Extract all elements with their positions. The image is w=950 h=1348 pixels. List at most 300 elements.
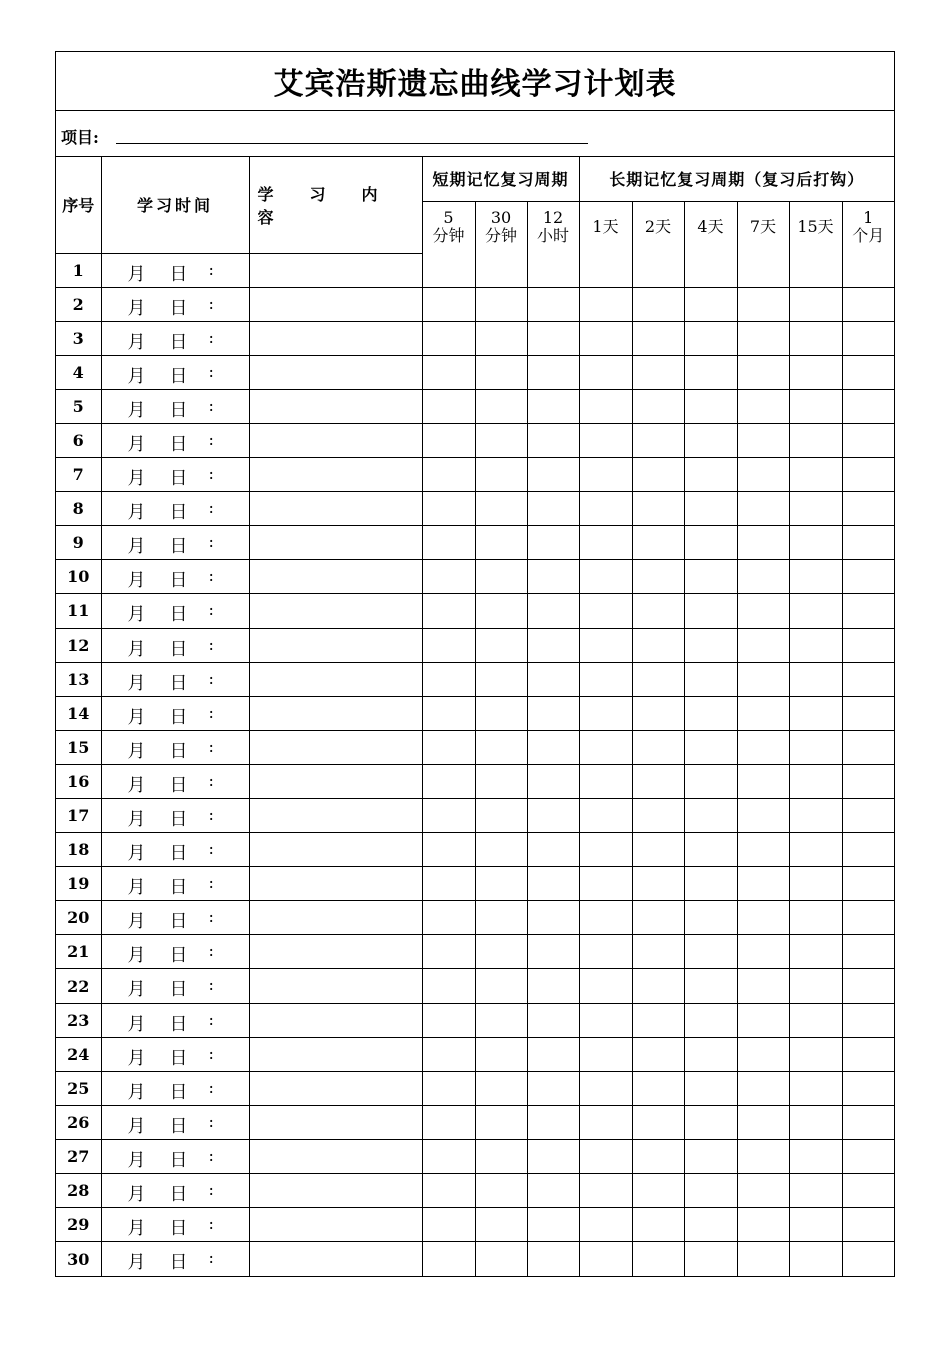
long-review-checkbox-cell[interactable]	[632, 1242, 684, 1276]
short-review-checkbox-cell[interactable]	[475, 867, 527, 901]
short-review-checkbox-cell[interactable]	[527, 628, 579, 662]
short-review-checkbox-cell[interactable]	[422, 492, 475, 526]
long-review-checkbox-cell[interactable]	[789, 764, 842, 798]
short-review-checkbox-cell[interactable]	[527, 526, 579, 560]
short-review-checkbox-cell[interactable]	[475, 1208, 527, 1242]
short-review-checkbox-cell[interactable]	[422, 730, 475, 764]
long-review-checkbox-cell[interactable]	[737, 1105, 789, 1139]
long-review-checkbox-cell[interactable]	[789, 1071, 842, 1105]
study-content-cell[interactable]	[249, 492, 422, 526]
long-review-checkbox-cell[interactable]	[684, 423, 737, 457]
study-content-cell[interactable]	[249, 389, 422, 423]
short-review-checkbox-cell[interactable]	[527, 1242, 579, 1276]
long-review-checkbox-cell[interactable]	[579, 1242, 632, 1276]
long-review-checkbox-cell[interactable]	[684, 1208, 737, 1242]
long-review-checkbox-cell[interactable]	[789, 1242, 842, 1276]
long-review-checkbox-cell[interactable]	[789, 253, 842, 287]
short-review-checkbox-cell[interactable]	[527, 696, 579, 730]
long-review-checkbox-cell[interactable]	[684, 730, 737, 764]
long-review-checkbox-cell[interactable]	[684, 1071, 737, 1105]
long-review-checkbox-cell[interactable]	[737, 696, 789, 730]
long-review-checkbox-cell[interactable]	[789, 321, 842, 355]
long-review-checkbox-cell[interactable]	[579, 423, 632, 457]
long-review-checkbox-cell[interactable]	[737, 389, 789, 423]
study-time-cell[interactable]	[101, 389, 249, 423]
short-review-checkbox-cell[interactable]	[475, 1139, 527, 1173]
long-review-checkbox-cell[interactable]	[842, 867, 894, 901]
study-content-cell[interactable]	[249, 1139, 422, 1173]
study-time-cell[interactable]	[101, 1139, 249, 1173]
short-review-checkbox-cell[interactable]	[527, 901, 579, 935]
long-review-checkbox-cell[interactable]	[789, 287, 842, 321]
study-content-cell[interactable]	[249, 321, 422, 355]
short-review-checkbox-cell[interactable]	[475, 526, 527, 560]
short-review-checkbox-cell[interactable]	[422, 901, 475, 935]
short-review-checkbox-cell[interactable]	[422, 764, 475, 798]
short-review-checkbox-cell[interactable]	[422, 1105, 475, 1139]
short-review-checkbox-cell[interactable]	[475, 1242, 527, 1276]
study-time-cell[interactable]	[101, 1071, 249, 1105]
long-review-checkbox-cell[interactable]	[684, 1242, 737, 1276]
long-review-checkbox-cell[interactable]	[789, 458, 842, 492]
study-time-cell[interactable]	[101, 526, 249, 560]
short-review-checkbox-cell[interactable]	[422, 1139, 475, 1173]
long-review-checkbox-cell[interactable]	[789, 867, 842, 901]
long-review-checkbox-cell[interactable]	[842, 287, 894, 321]
long-review-checkbox-cell[interactable]	[842, 1174, 894, 1208]
long-review-checkbox-cell[interactable]	[789, 628, 842, 662]
short-review-checkbox-cell[interactable]	[475, 1071, 527, 1105]
long-review-checkbox-cell[interactable]	[579, 764, 632, 798]
long-review-checkbox-cell[interactable]	[684, 492, 737, 526]
study-content-cell[interactable]	[249, 287, 422, 321]
short-review-checkbox-cell[interactable]	[422, 628, 475, 662]
short-review-checkbox-cell[interactable]	[527, 867, 579, 901]
long-review-checkbox-cell[interactable]	[737, 1139, 789, 1173]
short-review-checkbox-cell[interactable]	[527, 730, 579, 764]
study-time-cell[interactable]	[101, 1003, 249, 1037]
short-review-checkbox-cell[interactable]	[422, 1003, 475, 1037]
short-review-checkbox-cell[interactable]	[527, 1105, 579, 1139]
short-review-checkbox-cell[interactable]	[527, 389, 579, 423]
long-review-checkbox-cell[interactable]	[789, 901, 842, 935]
short-review-checkbox-cell[interactable]	[527, 1003, 579, 1037]
long-review-checkbox-cell[interactable]	[632, 458, 684, 492]
long-review-checkbox-cell[interactable]	[684, 253, 737, 287]
long-review-checkbox-cell[interactable]	[632, 423, 684, 457]
study-content-cell[interactable]	[249, 594, 422, 628]
long-review-checkbox-cell[interactable]	[842, 764, 894, 798]
short-review-checkbox-cell[interactable]	[527, 969, 579, 1003]
long-review-checkbox-cell[interactable]	[632, 1139, 684, 1173]
long-review-checkbox-cell[interactable]	[737, 1037, 789, 1071]
short-review-checkbox-cell[interactable]	[527, 492, 579, 526]
long-review-checkbox-cell[interactable]	[737, 662, 789, 696]
long-review-checkbox-cell[interactable]	[789, 1105, 842, 1139]
long-review-checkbox-cell[interactable]	[789, 730, 842, 764]
long-review-checkbox-cell[interactable]	[842, 730, 894, 764]
study-time-cell[interactable]	[101, 833, 249, 867]
long-review-checkbox-cell[interactable]	[579, 526, 632, 560]
short-review-checkbox-cell[interactable]	[475, 628, 527, 662]
study-time-cell[interactable]	[101, 628, 249, 662]
study-time-cell[interactable]	[101, 1037, 249, 1071]
long-review-checkbox-cell[interactable]	[842, 1003, 894, 1037]
long-review-checkbox-cell[interactable]	[789, 833, 842, 867]
long-review-checkbox-cell[interactable]	[842, 1037, 894, 1071]
short-review-checkbox-cell[interactable]	[475, 764, 527, 798]
study-content-cell[interactable]	[249, 901, 422, 935]
long-review-checkbox-cell[interactable]	[684, 389, 737, 423]
short-review-checkbox-cell[interactable]	[475, 833, 527, 867]
short-review-checkbox-cell[interactable]	[475, 1003, 527, 1037]
long-review-checkbox-cell[interactable]	[789, 1208, 842, 1242]
long-review-checkbox-cell[interactable]	[632, 492, 684, 526]
study-content-cell[interactable]	[249, 969, 422, 1003]
long-review-checkbox-cell[interactable]	[789, 696, 842, 730]
long-review-checkbox-cell[interactable]	[684, 833, 737, 867]
long-review-checkbox-cell[interactable]	[842, 628, 894, 662]
study-content-cell[interactable]	[249, 764, 422, 798]
long-review-checkbox-cell[interactable]	[737, 935, 789, 969]
short-review-checkbox-cell[interactable]	[527, 662, 579, 696]
long-review-checkbox-cell[interactable]	[579, 1139, 632, 1173]
long-review-checkbox-cell[interactable]	[632, 764, 684, 798]
long-review-checkbox-cell[interactable]	[632, 1105, 684, 1139]
short-review-checkbox-cell[interactable]	[475, 389, 527, 423]
long-review-checkbox-cell[interactable]	[737, 423, 789, 457]
long-review-checkbox-cell[interactable]	[684, 594, 737, 628]
short-review-checkbox-cell[interactable]	[422, 1242, 475, 1276]
long-review-checkbox-cell[interactable]	[737, 764, 789, 798]
project-input-line[interactable]	[116, 143, 588, 144]
short-review-checkbox-cell[interactable]	[475, 969, 527, 1003]
study-time-cell[interactable]	[101, 1174, 249, 1208]
long-review-checkbox-cell[interactable]	[684, 458, 737, 492]
long-review-checkbox-cell[interactable]	[842, 799, 894, 833]
short-review-checkbox-cell[interactable]	[475, 1105, 527, 1139]
long-review-checkbox-cell[interactable]	[842, 1208, 894, 1242]
long-review-checkbox-cell[interactable]	[632, 935, 684, 969]
long-review-checkbox-cell[interactable]	[737, 560, 789, 594]
study-time-cell[interactable]	[101, 935, 249, 969]
long-review-checkbox-cell[interactable]	[684, 1003, 737, 1037]
short-review-checkbox-cell[interactable]	[422, 696, 475, 730]
long-review-checkbox-cell[interactable]	[737, 1071, 789, 1105]
long-review-checkbox-cell[interactable]	[842, 594, 894, 628]
long-review-checkbox-cell[interactable]	[579, 492, 632, 526]
long-review-checkbox-cell[interactable]	[632, 253, 684, 287]
short-review-checkbox-cell[interactable]	[527, 1071, 579, 1105]
long-review-checkbox-cell[interactable]	[789, 1174, 842, 1208]
study-content-cell[interactable]	[249, 799, 422, 833]
long-review-checkbox-cell[interactable]	[737, 901, 789, 935]
long-review-checkbox-cell[interactable]	[737, 1208, 789, 1242]
long-review-checkbox-cell[interactable]	[632, 1208, 684, 1242]
study-content-cell[interactable]	[249, 1105, 422, 1139]
long-review-checkbox-cell[interactable]	[579, 1208, 632, 1242]
long-review-checkbox-cell[interactable]	[842, 1242, 894, 1276]
long-review-checkbox-cell[interactable]	[842, 560, 894, 594]
study-content-cell[interactable]	[249, 628, 422, 662]
study-content-cell[interactable]	[249, 1003, 422, 1037]
long-review-checkbox-cell[interactable]	[737, 628, 789, 662]
long-review-checkbox-cell[interactable]	[737, 730, 789, 764]
study-content-cell[interactable]	[249, 935, 422, 969]
study-content-cell[interactable]	[249, 662, 422, 696]
study-time-cell[interactable]	[101, 969, 249, 1003]
long-review-checkbox-cell[interactable]	[737, 287, 789, 321]
long-review-checkbox-cell[interactable]	[579, 662, 632, 696]
short-review-checkbox-cell[interactable]	[475, 696, 527, 730]
study-content-cell[interactable]	[249, 1071, 422, 1105]
long-review-checkbox-cell[interactable]	[632, 969, 684, 1003]
short-review-checkbox-cell[interactable]	[422, 423, 475, 457]
long-review-checkbox-cell[interactable]	[579, 594, 632, 628]
long-review-checkbox-cell[interactable]	[579, 287, 632, 321]
long-review-checkbox-cell[interactable]	[632, 730, 684, 764]
long-review-checkbox-cell[interactable]	[579, 833, 632, 867]
long-review-checkbox-cell[interactable]	[789, 969, 842, 1003]
short-review-checkbox-cell[interactable]	[475, 287, 527, 321]
short-review-checkbox-cell[interactable]	[422, 935, 475, 969]
short-review-checkbox-cell[interactable]	[475, 321, 527, 355]
long-review-checkbox-cell[interactable]	[737, 321, 789, 355]
long-review-checkbox-cell[interactable]	[842, 901, 894, 935]
long-review-checkbox-cell[interactable]	[579, 696, 632, 730]
study-content-cell[interactable]	[249, 1037, 422, 1071]
long-review-checkbox-cell[interactable]	[684, 287, 737, 321]
long-review-checkbox-cell[interactable]	[737, 253, 789, 287]
short-review-checkbox-cell[interactable]	[527, 458, 579, 492]
long-review-checkbox-cell[interactable]	[684, 1105, 737, 1139]
short-review-checkbox-cell[interactable]	[527, 253, 579, 287]
long-review-checkbox-cell[interactable]	[842, 1139, 894, 1173]
long-review-checkbox-cell[interactable]	[842, 423, 894, 457]
long-review-checkbox-cell[interactable]	[579, 458, 632, 492]
long-review-checkbox-cell[interactable]	[842, 696, 894, 730]
short-review-checkbox-cell[interactable]	[475, 253, 527, 287]
short-review-checkbox-cell[interactable]	[527, 799, 579, 833]
long-review-checkbox-cell[interactable]	[789, 935, 842, 969]
study-time-cell[interactable]	[101, 423, 249, 457]
short-review-checkbox-cell[interactable]	[422, 526, 475, 560]
long-review-checkbox-cell[interactable]	[737, 1003, 789, 1037]
long-review-checkbox-cell[interactable]	[632, 594, 684, 628]
short-review-checkbox-cell[interactable]	[422, 287, 475, 321]
long-review-checkbox-cell[interactable]	[579, 1071, 632, 1105]
long-review-checkbox-cell[interactable]	[737, 969, 789, 1003]
long-review-checkbox-cell[interactable]	[579, 1003, 632, 1037]
long-review-checkbox-cell[interactable]	[737, 1174, 789, 1208]
long-review-checkbox-cell[interactable]	[684, 696, 737, 730]
long-review-checkbox-cell[interactable]	[632, 799, 684, 833]
long-review-checkbox-cell[interactable]	[842, 1105, 894, 1139]
study-content-cell[interactable]	[249, 253, 422, 287]
long-review-checkbox-cell[interactable]	[842, 253, 894, 287]
study-time-cell[interactable]	[101, 901, 249, 935]
long-review-checkbox-cell[interactable]	[632, 287, 684, 321]
study-content-cell[interactable]	[249, 1174, 422, 1208]
study-content-cell[interactable]	[249, 1208, 422, 1242]
long-review-checkbox-cell[interactable]	[684, 935, 737, 969]
short-review-checkbox-cell[interactable]	[475, 1174, 527, 1208]
short-review-checkbox-cell[interactable]	[475, 662, 527, 696]
long-review-checkbox-cell[interactable]	[842, 321, 894, 355]
long-review-checkbox-cell[interactable]	[579, 355, 632, 389]
long-review-checkbox-cell[interactable]	[842, 389, 894, 423]
long-review-checkbox-cell[interactable]	[737, 1242, 789, 1276]
long-review-checkbox-cell[interactable]	[579, 1037, 632, 1071]
long-review-checkbox-cell[interactable]	[684, 901, 737, 935]
long-review-checkbox-cell[interactable]	[632, 696, 684, 730]
long-review-checkbox-cell[interactable]	[842, 969, 894, 1003]
study-time-cell[interactable]	[101, 560, 249, 594]
long-review-checkbox-cell[interactable]	[737, 594, 789, 628]
short-review-checkbox-cell[interactable]	[422, 594, 475, 628]
study-content-cell[interactable]	[249, 833, 422, 867]
long-review-checkbox-cell[interactable]	[684, 526, 737, 560]
long-review-checkbox-cell[interactable]	[579, 969, 632, 1003]
long-review-checkbox-cell[interactable]	[737, 833, 789, 867]
long-review-checkbox-cell[interactable]	[632, 389, 684, 423]
short-review-checkbox-cell[interactable]	[422, 867, 475, 901]
short-review-checkbox-cell[interactable]	[527, 355, 579, 389]
long-review-checkbox-cell[interactable]	[632, 1071, 684, 1105]
long-review-checkbox-cell[interactable]	[842, 1071, 894, 1105]
long-review-checkbox-cell[interactable]	[684, 1174, 737, 1208]
long-review-checkbox-cell[interactable]	[789, 1003, 842, 1037]
study-content-cell[interactable]	[249, 730, 422, 764]
long-review-checkbox-cell[interactable]	[789, 799, 842, 833]
short-review-checkbox-cell[interactable]	[422, 833, 475, 867]
long-review-checkbox-cell[interactable]	[684, 1139, 737, 1173]
long-review-checkbox-cell[interactable]	[842, 935, 894, 969]
study-content-cell[interactable]	[249, 560, 422, 594]
long-review-checkbox-cell[interactable]	[789, 662, 842, 696]
study-content-cell[interactable]	[249, 1242, 422, 1276]
long-review-checkbox-cell[interactable]	[789, 560, 842, 594]
short-review-checkbox-cell[interactable]	[422, 1071, 475, 1105]
long-review-checkbox-cell[interactable]	[632, 355, 684, 389]
long-review-checkbox-cell[interactable]	[684, 764, 737, 798]
study-time-cell[interactable]	[101, 594, 249, 628]
short-review-checkbox-cell[interactable]	[527, 560, 579, 594]
long-review-checkbox-cell[interactable]	[842, 833, 894, 867]
study-content-cell[interactable]	[249, 355, 422, 389]
long-review-checkbox-cell[interactable]	[737, 867, 789, 901]
short-review-checkbox-cell[interactable]	[422, 253, 475, 287]
study-time-cell[interactable]	[101, 1242, 249, 1276]
short-review-checkbox-cell[interactable]	[527, 833, 579, 867]
long-review-checkbox-cell[interactable]	[789, 423, 842, 457]
short-review-checkbox-cell[interactable]	[422, 389, 475, 423]
study-time-cell[interactable]	[101, 730, 249, 764]
long-review-checkbox-cell[interactable]	[789, 1037, 842, 1071]
long-review-checkbox-cell[interactable]	[684, 969, 737, 1003]
long-review-checkbox-cell[interactable]	[579, 1174, 632, 1208]
long-review-checkbox-cell[interactable]	[789, 1139, 842, 1173]
long-review-checkbox-cell[interactable]	[737, 492, 789, 526]
long-review-checkbox-cell[interactable]	[737, 799, 789, 833]
long-review-checkbox-cell[interactable]	[684, 1037, 737, 1071]
long-review-checkbox-cell[interactable]	[684, 867, 737, 901]
study-time-cell[interactable]	[101, 696, 249, 730]
long-review-checkbox-cell[interactable]	[684, 799, 737, 833]
long-review-checkbox-cell[interactable]	[684, 321, 737, 355]
study-time-cell[interactable]	[101, 662, 249, 696]
short-review-checkbox-cell[interactable]	[475, 458, 527, 492]
long-review-checkbox-cell[interactable]	[632, 662, 684, 696]
long-review-checkbox-cell[interactable]	[579, 901, 632, 935]
long-review-checkbox-cell[interactable]	[632, 901, 684, 935]
long-review-checkbox-cell[interactable]	[842, 526, 894, 560]
short-review-checkbox-cell[interactable]	[475, 492, 527, 526]
long-review-checkbox-cell[interactable]	[632, 321, 684, 355]
long-review-checkbox-cell[interactable]	[737, 458, 789, 492]
study-time-cell[interactable]	[101, 253, 249, 287]
long-review-checkbox-cell[interactable]	[632, 628, 684, 662]
short-review-checkbox-cell[interactable]	[422, 1037, 475, 1071]
study-time-cell[interactable]	[101, 1105, 249, 1139]
short-review-checkbox-cell[interactable]	[527, 1208, 579, 1242]
long-review-checkbox-cell[interactable]	[579, 799, 632, 833]
long-review-checkbox-cell[interactable]	[579, 560, 632, 594]
study-content-cell[interactable]	[249, 458, 422, 492]
study-time-cell[interactable]	[101, 355, 249, 389]
short-review-checkbox-cell[interactable]	[527, 1037, 579, 1071]
long-review-checkbox-cell[interactable]	[842, 355, 894, 389]
long-review-checkbox-cell[interactable]	[789, 389, 842, 423]
study-content-cell[interactable]	[249, 867, 422, 901]
short-review-checkbox-cell[interactable]	[475, 730, 527, 764]
short-review-checkbox-cell[interactable]	[422, 560, 475, 594]
short-review-checkbox-cell[interactable]	[422, 355, 475, 389]
long-review-checkbox-cell[interactable]	[789, 355, 842, 389]
study-content-cell[interactable]	[249, 696, 422, 730]
long-review-checkbox-cell[interactable]	[579, 1105, 632, 1139]
study-time-cell[interactable]	[101, 764, 249, 798]
long-review-checkbox-cell[interactable]	[684, 355, 737, 389]
study-time-cell[interactable]	[101, 867, 249, 901]
study-time-cell[interactable]	[101, 287, 249, 321]
long-review-checkbox-cell[interactable]	[579, 321, 632, 355]
study-content-cell[interactable]	[249, 423, 422, 457]
short-review-checkbox-cell[interactable]	[422, 662, 475, 696]
short-review-checkbox-cell[interactable]	[422, 458, 475, 492]
short-review-checkbox-cell[interactable]	[475, 935, 527, 969]
long-review-checkbox-cell[interactable]	[579, 730, 632, 764]
long-review-checkbox-cell[interactable]	[842, 662, 894, 696]
long-review-checkbox-cell[interactable]	[684, 628, 737, 662]
long-review-checkbox-cell[interactable]	[579, 628, 632, 662]
short-review-checkbox-cell[interactable]	[475, 560, 527, 594]
long-review-checkbox-cell[interactable]	[789, 526, 842, 560]
long-review-checkbox-cell[interactable]	[632, 1003, 684, 1037]
long-review-checkbox-cell[interactable]	[684, 560, 737, 594]
short-review-checkbox-cell[interactable]	[475, 1037, 527, 1071]
short-review-checkbox-cell[interactable]	[527, 1174, 579, 1208]
short-review-checkbox-cell[interactable]	[527, 287, 579, 321]
short-review-checkbox-cell[interactable]	[475, 355, 527, 389]
study-time-cell[interactable]	[101, 492, 249, 526]
short-review-checkbox-cell[interactable]	[475, 901, 527, 935]
short-review-checkbox-cell[interactable]	[527, 594, 579, 628]
long-review-checkbox-cell[interactable]	[632, 526, 684, 560]
long-review-checkbox-cell[interactable]	[684, 662, 737, 696]
study-content-cell[interactable]	[249, 526, 422, 560]
short-review-checkbox-cell[interactable]	[475, 594, 527, 628]
